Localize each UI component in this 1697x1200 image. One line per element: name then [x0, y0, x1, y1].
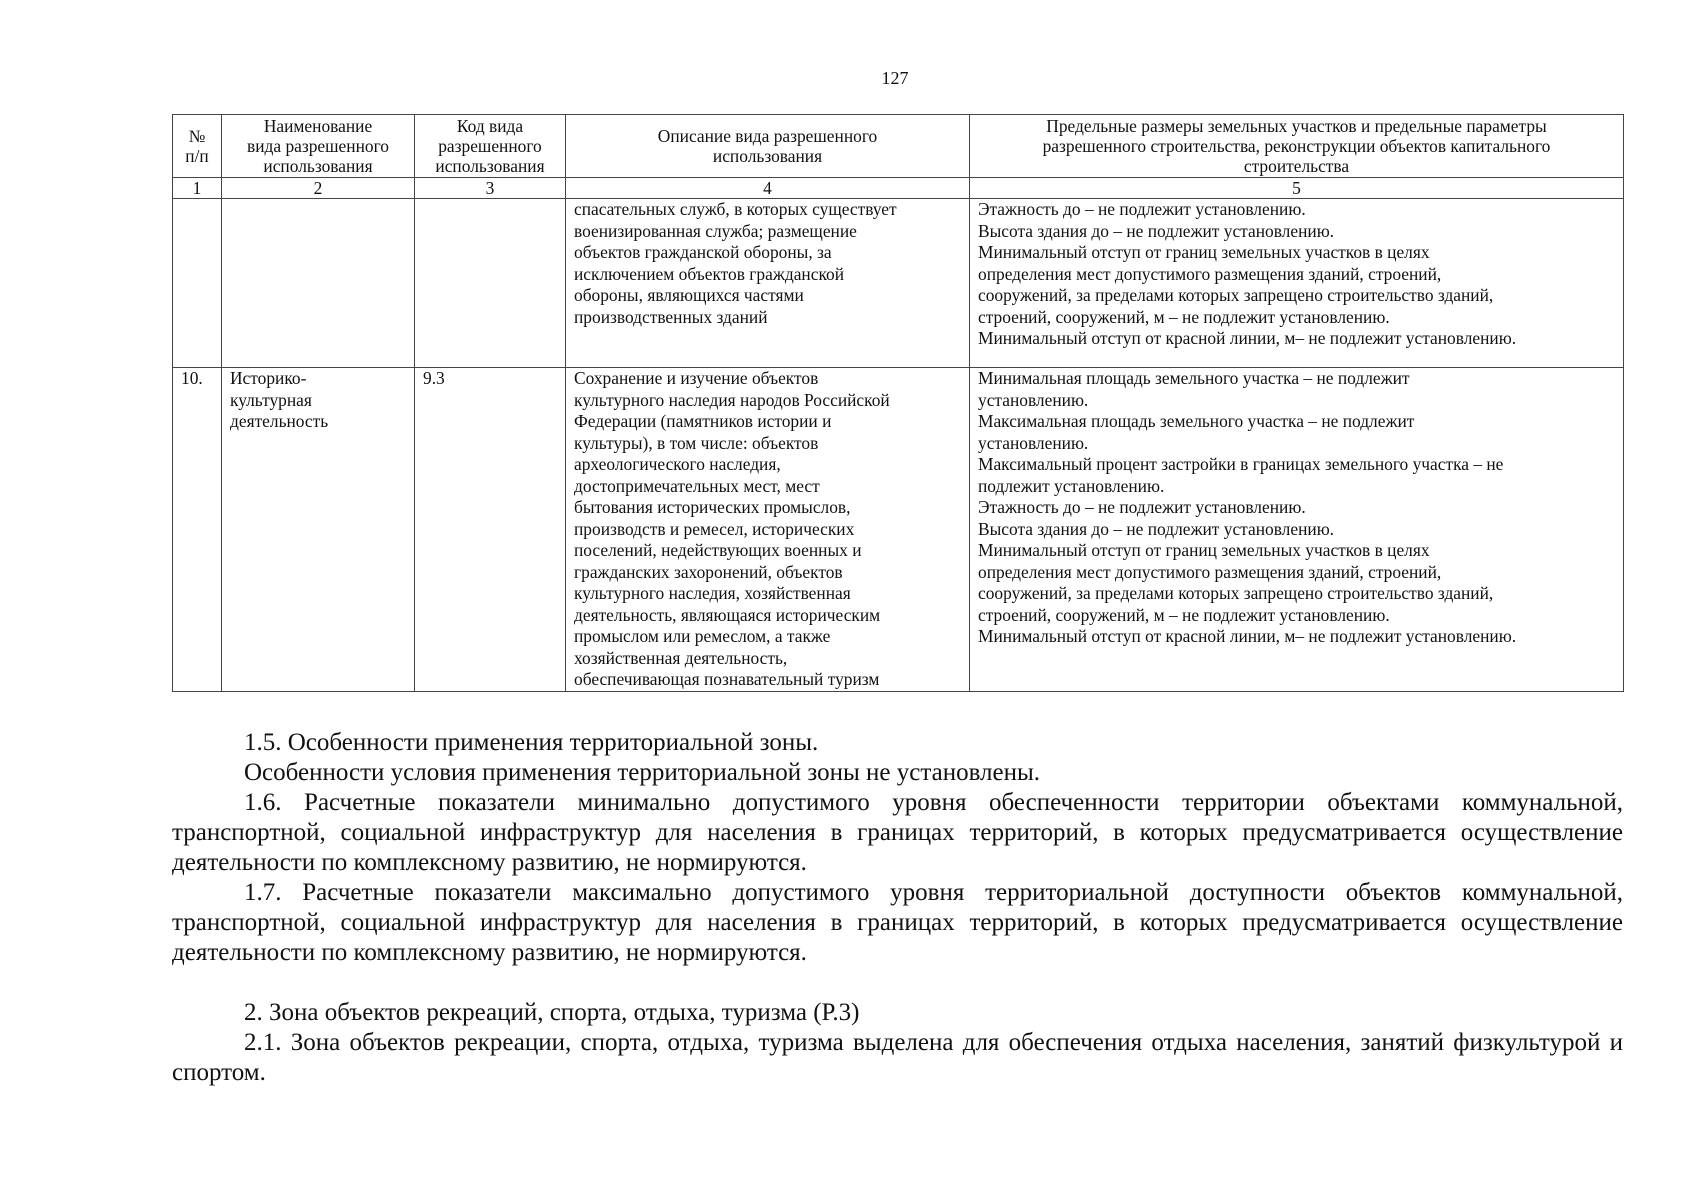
cell-text-line: определения мест допустимого размещения зданий, строений, — [978, 263, 1442, 284]
cell-text-line: деятельность — [230, 411, 329, 431]
cell-text-line: Этажность до – не подлежит установлению. — [978, 199, 1306, 219]
cell-text-line: культурного наследия народов Российской — [574, 389, 890, 410]
cell-description — [566, 368, 970, 692]
cell-text-line: спасательных служб, в которых существует — [574, 199, 897, 219]
cell-text-line: Историко- — [230, 368, 307, 388]
header-cell-limits: Предельные размеры земельных участков и предельные параметры разрешенного строительства, реконструкции объектов капитального строительства — [970, 115, 1624, 178]
table-header-row — [173, 115, 1624, 178]
cell-limits — [970, 368, 1624, 692]
cell-text-line: объектов гражданской обороны, за — [574, 242, 832, 262]
cell-text-line: военизированная служба; размещение — [574, 220, 857, 241]
cell-text-line: производственных зданий — [574, 306, 768, 327]
cell-text-line: исключением объектов гражданской — [574, 263, 845, 284]
header-cell-code: Код вида разрешенного использования — [415, 115, 566, 178]
cell-text-line: культурная — [230, 389, 312, 410]
cell-text-line: определения мест допустимого размещения зданий, строений, — [978, 561, 1442, 582]
header-cell-description: Описание вида разрешенного использования — [566, 115, 970, 178]
table-row — [173, 199, 1624, 368]
cell-text-line: обороны, являющихся частями — [574, 285, 804, 305]
column-number: 3 — [415, 178, 566, 199]
cell-text-line: гражданских захоронений, объектов — [574, 561, 843, 582]
body-text — [172, 728, 1623, 1088]
cell-text-line: Высота здания до – не подлежит установлению. — [978, 220, 1335, 241]
cell-text-line: Максимальная площадь земельного участка – не подлежит — [978, 411, 1415, 431]
cell-text-line: Этажность до – не подлежит установлению. — [978, 497, 1306, 517]
header-cell-number: № п/п — [173, 115, 222, 178]
cell-text-line: строений, сооружений, м – не подлежит установлению. — [978, 306, 1390, 327]
cell-text-line: промыслом или ремеслом, а также — [574, 626, 831, 646]
cell-number: 10. — [173, 368, 222, 692]
cell-text-line: установлению. — [978, 432, 1089, 453]
page-number: 127 — [881, 68, 909, 88]
cell-text-line: обеспечивающая познавательный туризм — [574, 669, 880, 689]
cell-text-line: строений, сооружений, м – не подлежит установлению. — [978, 604, 1390, 625]
cell-text-line: культуры), в том числе: объектов — [574, 432, 819, 453]
paragraph-1-6: 1.6. Расчетные показатели минимально допустимого уровня обеспеченности территории объектами коммунальной, транспортной, социальной инфраструктур для населения в границах территорий, в которых предусматривается осуществление деятельности по комплексному развитию, не нормируются. — [172, 789, 1623, 876]
cell-text-line: Федерации (памятников истории и — [574, 411, 832, 431]
column-number: 2 — [222, 178, 415, 199]
cell-use-name — [222, 368, 415, 692]
cell-text-line: производств и ремесел, исторических — [574, 518, 855, 539]
header-cell-name: Наименование вида разрешенного использования — [222, 115, 415, 178]
cell-use-code: 9.3 — [415, 368, 566, 692]
cell-text-line: Максимальный процент застройки в границах земельного участка – не — [978, 454, 1504, 474]
cell-text-line: подлежит установлению. — [978, 475, 1165, 496]
cell-text-line: сооружений, за пределами которых запрещено строительство зданий, — [978, 285, 1494, 305]
cell-limits — [970, 199, 1624, 368]
zoning-table — [172, 114, 1624, 692]
paragraph-2-1: 2.1. Зона объектов рекреации, спорта, отдыха, туризма выделена для обеспечения отдыха населения, занятий физкультурой и спортом. — [172, 1029, 1623, 1086]
cell-text-line: достопримечательных мест, мест — [574, 475, 820, 496]
cell-text-line: поселений, недействующих военных и — [574, 540, 862, 560]
column-number: 4 — [566, 178, 970, 199]
paragraph-1-7: 1.7. Расчетные показатели максимально допустимого уровня территориальной доступности объектов коммунальной, транспортной, социальной инфраструктур для населения в границах территорий, в которых предусматривается осуществление деятельности по комплексному развитию, не нормируются. — [172, 879, 1623, 966]
cell-text-line: Минимальный отступ от красной линии, м– не подлежит установлению. — [978, 626, 1517, 646]
cell-text-line: хозяйственная деятельность, — [574, 647, 788, 668]
table-body — [173, 199, 1624, 692]
cell-text-line: сооружений, за пределами которых запрещено строительство зданий, — [978, 583, 1494, 603]
cell-text-line: Минимальный отступ от границ земельных участков в целях — [978, 540, 1430, 560]
cell-text-line: Минимальный отступ от границ земельных участков в целях — [978, 242, 1430, 262]
cell-text-line: бытования исторических промыслов, — [574, 497, 851, 517]
column-number: 5 — [970, 178, 1624, 199]
cell-text-line: Минимальная площадь земельного участка – не подлежит — [978, 368, 1410, 388]
cell-text-line: Минимальный отступ от красной линии, м– не подлежит установлению. — [978, 328, 1517, 348]
cell-text-line: Высота здания до – не подлежит установлению. — [978, 518, 1335, 539]
zone-2-heading: 2. Зона объектов рекреаций, спорта, отдыха, туризма (Р.3) — [244, 999, 860, 1026]
paragraph-features: Особенности условия применения территориальной зоны не установлены. — [244, 759, 1041, 786]
cell-use-code — [415, 199, 566, 368]
cell-text-line: Сохранение и изучение объектов — [574, 368, 819, 388]
cell-text-line: культурного наследия, хозяйственная — [574, 583, 851, 603]
cell-use-name — [222, 199, 415, 368]
cell-description — [566, 199, 970, 368]
column-number-row — [173, 178, 1624, 199]
cell-number — [173, 199, 222, 368]
cell-text-line: установлению. — [978, 389, 1089, 410]
table-row — [173, 368, 1624, 692]
cell-text-line: деятельность, являющаяся историческим — [574, 604, 881, 625]
cell-text-line: археологического наследия, — [574, 454, 781, 474]
column-number: 1 — [173, 178, 222, 199]
paragraph-1-5-heading: 1.5. Особенности применения территориальной зоны. — [244, 729, 819, 756]
